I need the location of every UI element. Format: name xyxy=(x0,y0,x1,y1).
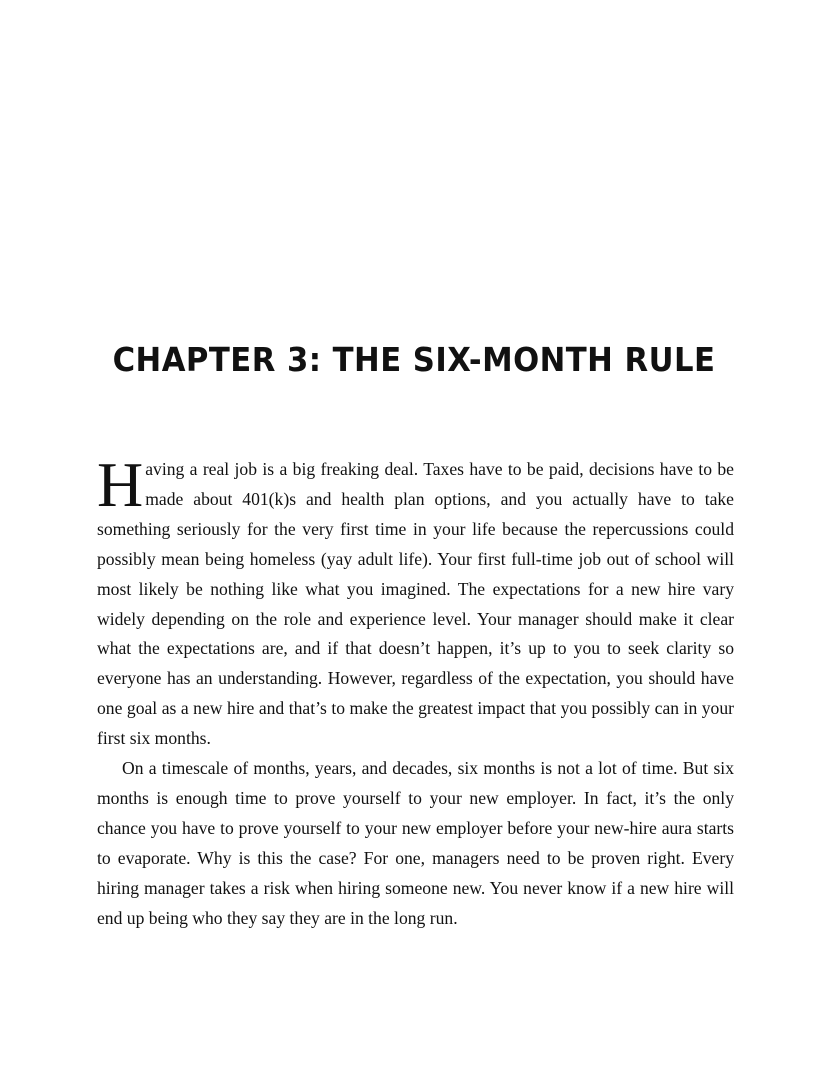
chapter-title: CHAPTER 3: THE SIX-MONTH RULE xyxy=(112,340,716,379)
paragraph-1 xyxy=(97,449,734,754)
paragraph-2: On a timescale of months, years, and decades, six months is not a lot of time. But six months is enough time to prove yourself to your new employer. In fact, it’s the only chance you have to prove yourself to your new employer before your new-hire aura starts to evaporate. Why is this the case? For one, managers need to be proven right. Every hiring manager takes a risk when hiring someone new. You never know if a new hire will end up being who they say they are in the long run. xyxy=(97,758,734,928)
chapter-body xyxy=(97,449,734,934)
drop-cap: H xyxy=(97,449,144,520)
paragraph-1-text: aving a real job is a big freaking deal. Taxes have to be paid, decisions have to be made about 401(k)s and health plan options, and you actually have to take something seriously for the very first time in your life because the repercussions could possibly mean being homeless (yay adult life). Your first full-time job out of school will most likely be nothing like what you imagined. The expectations for a new hire vary widely depending on the role and experience level. Your manager should make it clear what the expectations are, and if that doesn’t happen, it’s up to you to seek clarity so everyone has an understanding. However, regardless of the expectation, you should have one goal as a new hire and that’s to make the greatest impact that you possibly can in your first six months. xyxy=(97,459,734,749)
